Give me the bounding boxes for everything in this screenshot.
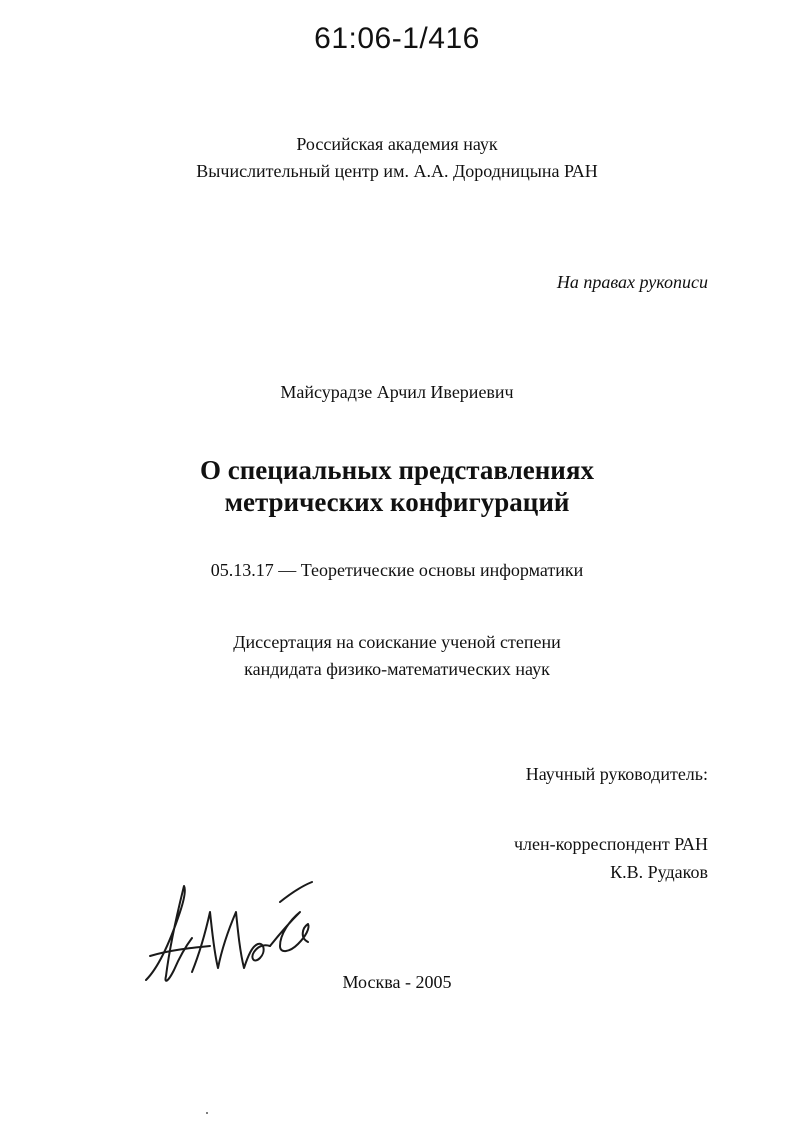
advisor-label: Научный руководитель:: [525, 764, 708, 784]
degree-statement: [0, 629, 794, 683]
advisor-name: К.В. Рудаков: [610, 862, 708, 882]
scan-speck: [206, 1112, 208, 1114]
catalog-number: 61:06-1/416: [314, 22, 480, 55]
advisor-rank: член-корреспондент РАН: [513, 834, 708, 854]
title-line-1: О специальных представлениях: [200, 455, 594, 485]
degree-line-1: Диссертация на соискание ученой степени: [233, 632, 561, 652]
specialty-code: 05.13.17 — Теоретические основы информатики: [210, 560, 584, 580]
manuscript-note: На правах рукописи: [556, 272, 708, 292]
organization-line-1: Российская академия наук: [296, 134, 498, 154]
title-line-2: метрических конфигураций: [224, 487, 570, 517]
dissertation-title: [0, 454, 794, 518]
organization-line-2: Вычислительный центр им. А.А. Дородницына РАН: [196, 161, 598, 181]
author-name: Майсурадзе Арчил Ивериевич: [280, 382, 514, 402]
city-year: Москва - 2005: [342, 972, 452, 992]
degree-line-2: кандидата физико-математических наук: [244, 659, 550, 679]
